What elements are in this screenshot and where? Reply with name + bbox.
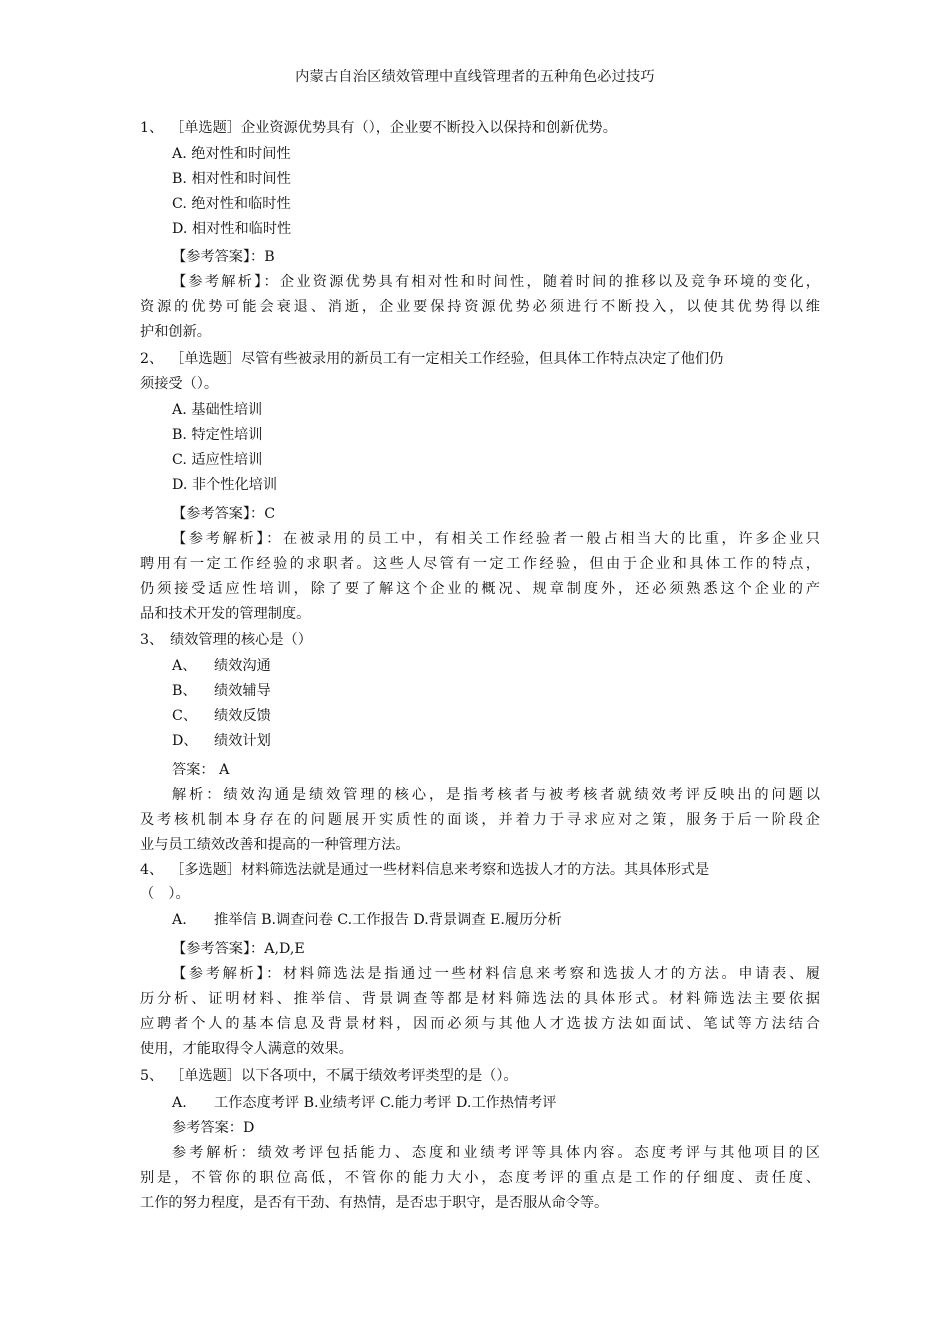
question-number: 4、	[140, 862, 164, 878]
explanation-line: 使用，才能取得令人满意的效果。	[140, 1041, 353, 1057]
options-inline	[172, 1093, 556, 1113]
option-text: 工作态度考评 B.业绩考评 C.能力考评 D.工作热情考评	[214, 1095, 557, 1111]
option-label: A、	[172, 658, 197, 674]
explanation-line: 历分析、证明材料、推举信、背景调查等都是材料筛选法的具体形式。材料筛选法主要依据	[140, 991, 820, 1007]
option-text: 推举信 B.调查问卷 C.工作报告 D.背景调查 E.履历分析	[214, 912, 562, 928]
option-label: A.	[172, 1095, 187, 1111]
explanation-line: 应聘者个人的基本信息及背景材料，因而必须与其他人才选拔方法如面试、笔试等方法结合	[140, 1016, 820, 1032]
question-text: ［单选题］企业资源优势具有（），企业要不断投入以保持和创新优势。	[170, 120, 617, 136]
option-label: D、	[172, 733, 198, 749]
question-text-cont: （ ）。	[140, 886, 190, 902]
option-d: D. 非个性化培训	[172, 477, 278, 493]
explanation-line: 别是，不管你的职位高低，不管你的能力大小，态度考评的重点是工作的仔细度、责任度、	[140, 1170, 820, 1186]
answer: 【参考答案】：A,D,E	[172, 941, 305, 957]
question-5	[140, 1066, 518, 1086]
explanation-line: 业与员工绩效改善和提高的一种管理方法。	[140, 837, 410, 853]
explanation-line: 聘用有一定工作经验的求职者。这些人尽管有一定工作经验，但由于企业和具体工作的特点，	[140, 556, 820, 572]
explanation-line: 【参考解析】：在被录用的员工中，有相关工作经验者一般占相当大的比重，许多企业只	[172, 531, 820, 547]
question-text: ［多选题］材料筛选法就是通过一些材料信息来考察和选拔人才的方法。其具体形式是	[170, 862, 710, 878]
question-number: 3、	[140, 632, 164, 648]
question-text: ［单选题］尽管有些被录用的新员工有一定相关工作经验，但具体工作特点决定了他们仍	[170, 351, 724, 367]
explanation-line: 解析：绩效沟通是绩效管理的核心，是指考核者与被考核者就绩效考评反映出的问题以	[172, 787, 820, 803]
options-inline	[172, 910, 562, 930]
question-text-cont: 须接受（）。	[140, 376, 219, 392]
explanation-line: 品和技术开发的管理制度。	[140, 606, 311, 622]
explanation-line: 及考核机制本身存在的问题展开实质性的面谈，并着力于寻求应对之策，服务于后一阶段企	[140, 812, 820, 828]
question-number: 5、	[140, 1068, 164, 1084]
option-label: B、	[172, 683, 197, 699]
answer: 参考答案：D	[172, 1120, 255, 1136]
option-b: B. 特定性培训	[172, 427, 263, 443]
document-title: 内蒙古自治区绩效管理中直线管理者的五种角色必过技巧	[295, 69, 655, 85]
explanation-line: 【参考解析】：企业资源优势具有相对性和时间性，随着时间的推移以及竞争环境的变化，	[172, 274, 820, 290]
question-1	[140, 118, 617, 138]
option-label: C、	[172, 708, 198, 724]
question-number: 1、	[140, 120, 164, 136]
option-b	[172, 681, 271, 701]
option-d: D. 相对性和临时性	[172, 221, 292, 237]
option-c: C. 绝对性和临时性	[172, 196, 291, 212]
explanation-line: 资源的优势可能会衰退、消逝，企业要保持资源优势必须进行不断投入，以使其优势得以维	[140, 299, 820, 315]
answer: 【参考答案】：C	[172, 506, 276, 522]
answer: 答案： A	[172, 762, 230, 778]
question-number: 2、	[140, 351, 164, 367]
question-4	[140, 860, 709, 880]
explanation-line: 护和创新。	[140, 324, 211, 340]
question-2	[140, 349, 723, 369]
option-b: B. 相对性和时间性	[172, 171, 291, 187]
explanation-line: 工作的努力程度，是否有干劲、有热情，是否忠于职守，是否服从命令等。	[140, 1195, 609, 1211]
option-a: A. 绝对性和时间性	[172, 146, 291, 162]
option-d	[172, 731, 271, 751]
option-a: A. 基础性培训	[172, 402, 263, 418]
option-a	[172, 656, 271, 676]
option-label: A.	[172, 912, 187, 928]
option-c: C. 适应性培训	[172, 452, 263, 468]
option-text: 绩效计划	[214, 733, 271, 749]
option-c	[172, 706, 271, 726]
explanation-line: 【参考解析】：材料筛选法是指通过一些材料信息来考察和选拔人才的方法。申请表、履	[172, 966, 820, 982]
option-text: 绩效反馈	[214, 708, 271, 724]
explanation-line: 参考解析：绩效考评包括能力、态度和业绩考评等具体内容。态度考评与其他项目的区	[172, 1145, 820, 1161]
option-text: 绩效沟通	[214, 658, 271, 674]
question-text: 绩效管理的核心是（）	[170, 632, 312, 648]
answer: 【参考答案】：B	[172, 249, 275, 265]
explanation-line: 仍须接受适应性培训，除了要了解这个企业的概况、规章制度外，还必须熟悉这个企业的产	[140, 581, 820, 597]
question-text: ［单选题］以下各项中，不属于绩效考评类型的是（）。	[170, 1068, 518, 1084]
option-text: 绩效辅导	[214, 683, 271, 699]
question-3	[140, 630, 312, 650]
